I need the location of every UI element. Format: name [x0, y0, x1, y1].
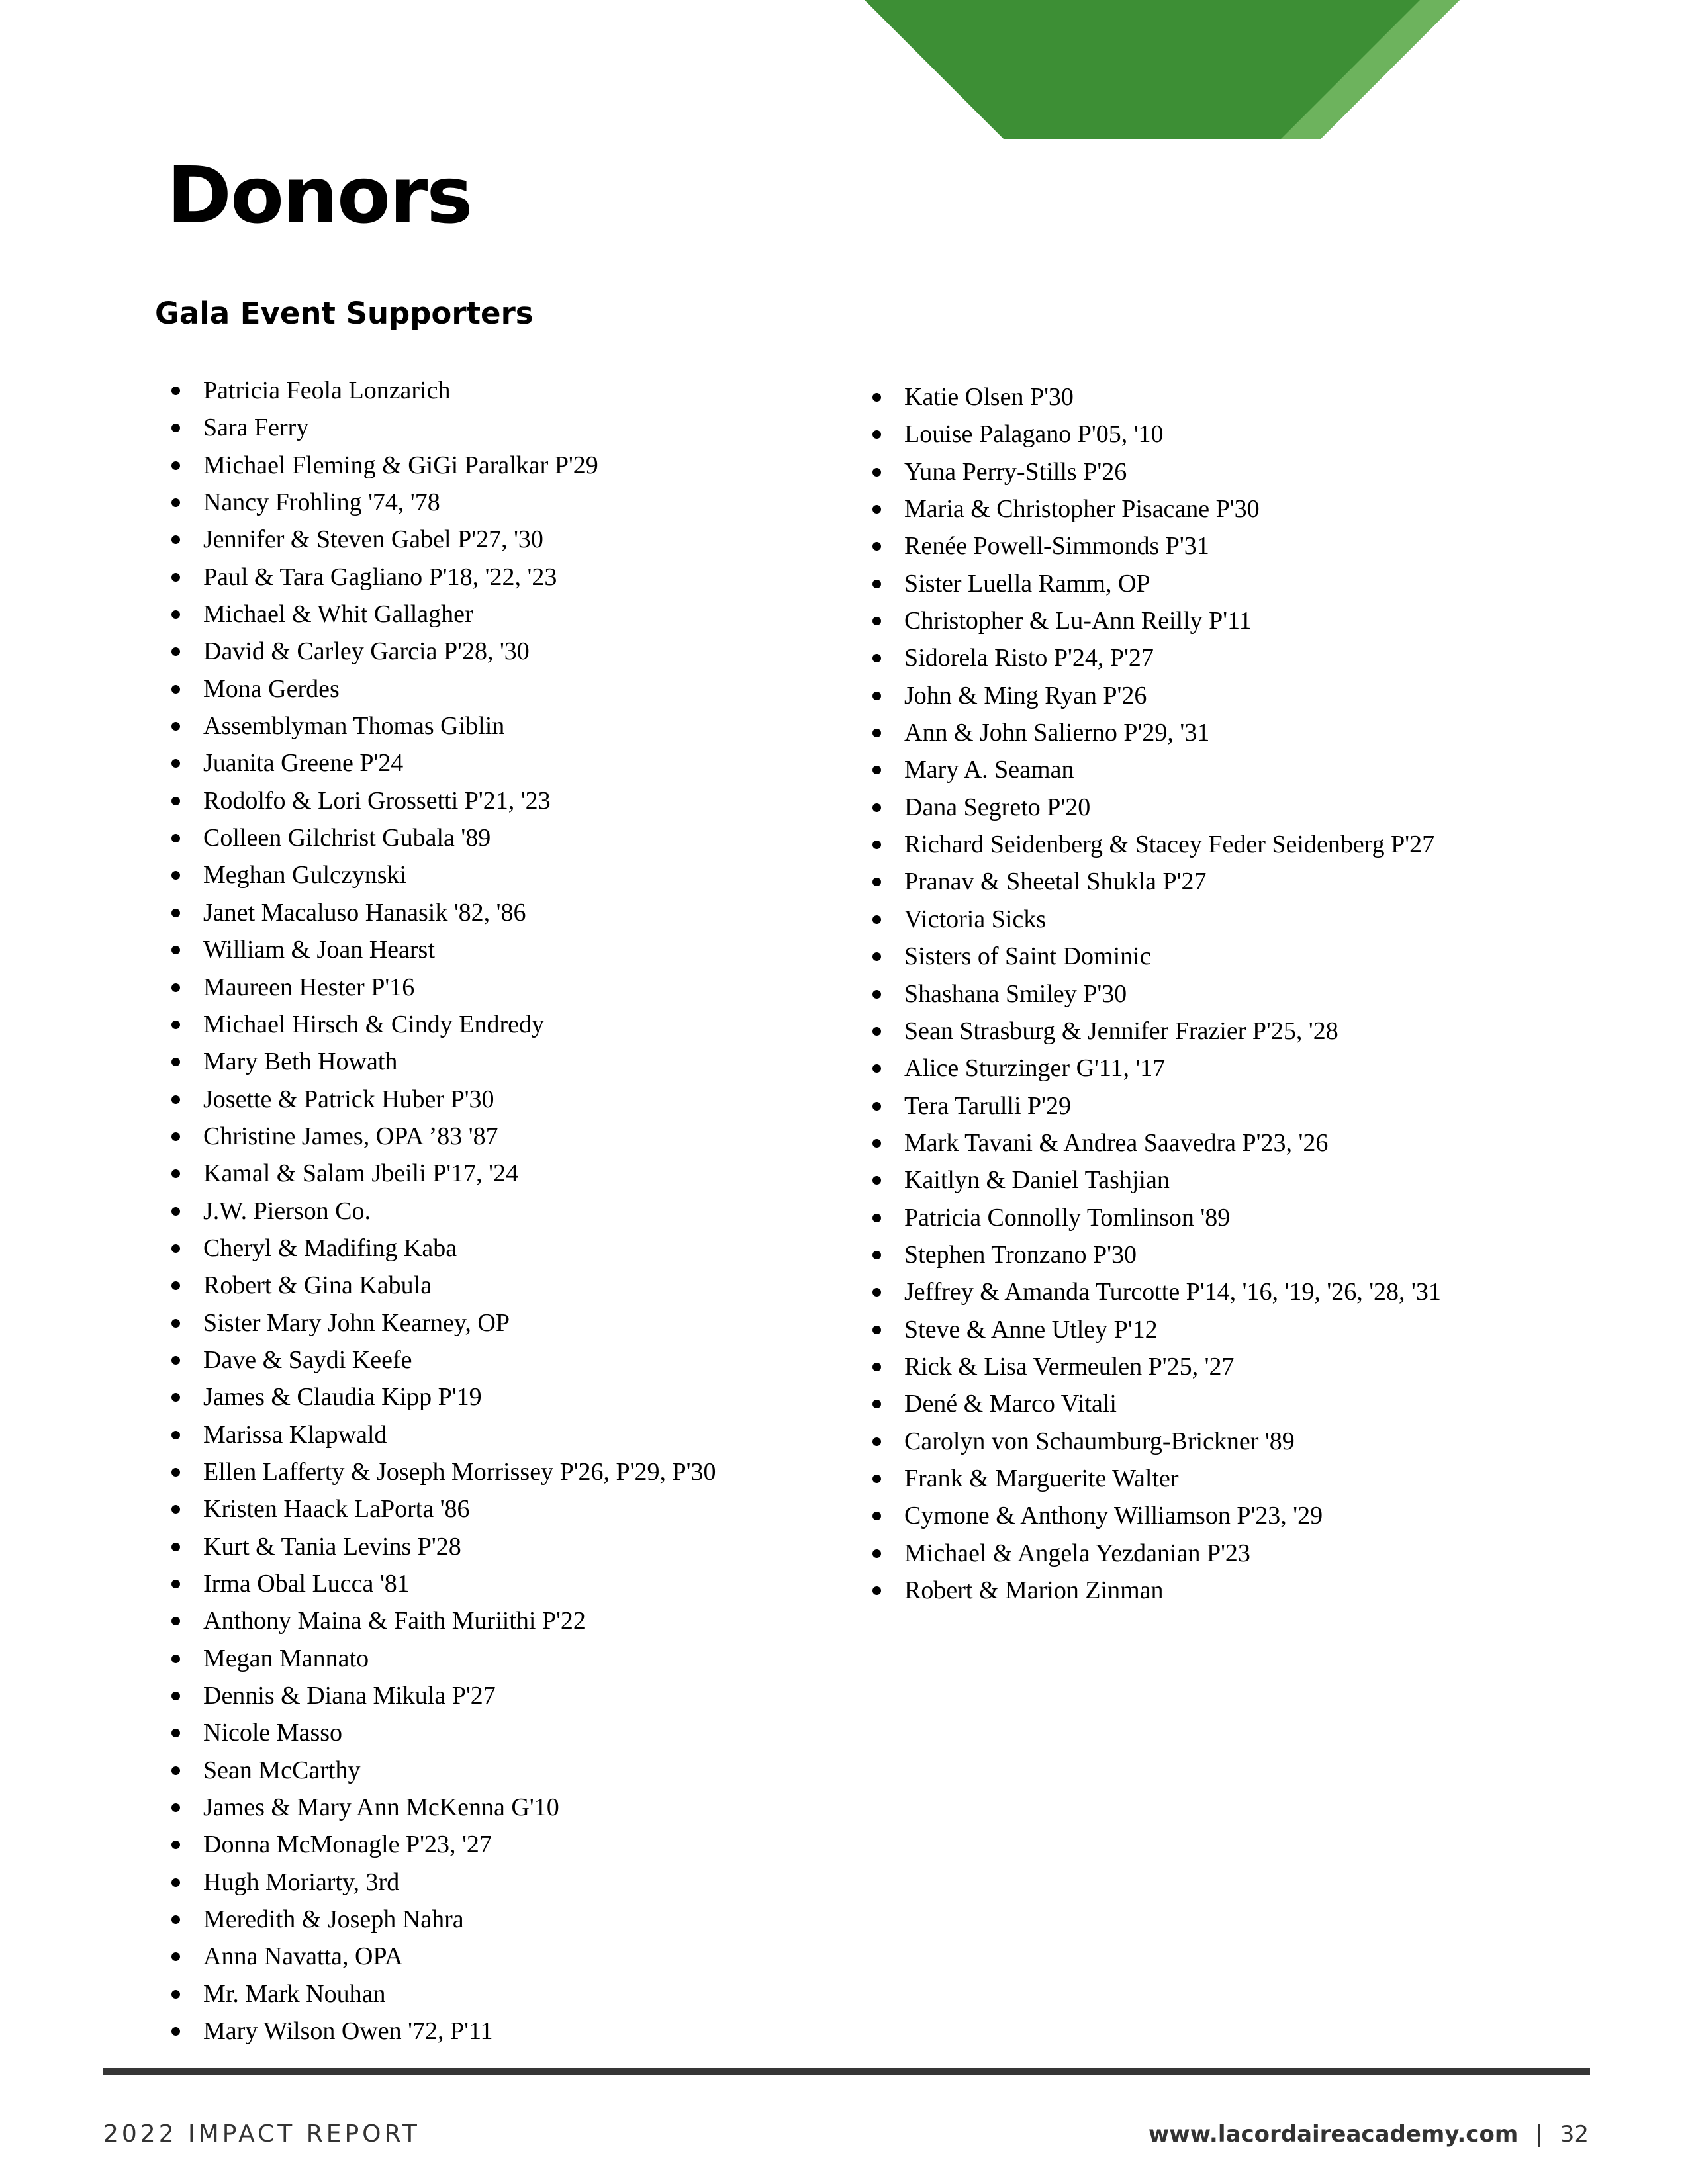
section-heading: Gala Event Supporters [155, 296, 534, 331]
donor-item: Nancy Frohling '74, '78 [166, 484, 716, 521]
donor-item: Michael & Whit Gallagher [166, 596, 716, 633]
donor-item: Mary Wilson Owen '72, P'11 [166, 2013, 716, 2050]
donor-item: Josette & Patrick Huber P'30 [166, 1081, 716, 1118]
donor-item: Janet Macaluso Hanasik '82, '86 [166, 894, 716, 931]
donor-item: Dennis & Diana Mikula P'27 [166, 1677, 716, 1714]
donor-item: Patricia Connolly Tomlinson '89 [867, 1199, 1441, 1236]
donor-item: Sister Mary John Kearney, OP [166, 1304, 716, 1342]
donor-item: Christine James, OPA ’83 '87 [166, 1118, 716, 1155]
donor-item: Kaitlyn & Daniel Tashjian [867, 1161, 1441, 1199]
donor-item: Nicole Masso [166, 1714, 716, 1751]
donor-item: Dené & Marco Vitali [867, 1385, 1441, 1422]
donor-item: Megan Mannato [166, 1640, 716, 1677]
donor-item: Anthony Maina & Faith Muriithi P'22 [166, 1602, 716, 1639]
donor-item: Meredith & Joseph Nahra [166, 1901, 716, 1938]
donor-item: Sister Luella Ramm, OP [867, 565, 1441, 602]
donor-item: Stephen Tronzano P'30 [867, 1236, 1441, 1273]
donor-item: Christopher & Lu-Ann Reilly P'11 [867, 602, 1441, 639]
donor-item: Marissa Klapwald [166, 1416, 716, 1453]
donor-item: Kamal & Salam Jbeili P'17, '24 [166, 1155, 716, 1192]
donor-item: Anna Navatta, OPA [166, 1938, 716, 1975]
footer-info [1149, 2118, 1589, 2151]
donor-item: Maureen Hester P'16 [166, 969, 716, 1006]
donor-item: Dave & Saydi Keefe [166, 1342, 716, 1379]
donor-item: Sisters of Saint Dominic [867, 938, 1441, 975]
donor-item: Alice Sturzinger G'11, '17 [867, 1050, 1441, 1087]
donor-item: Dana Segreto P'20 [867, 789, 1441, 826]
donor-item: Mark Tavani & Andrea Saavedra P'23, '26 [867, 1124, 1441, 1161]
donor-item: Sean McCarthy [166, 1752, 716, 1789]
donor-item: Michael & Angela Yezdanian P'23 [867, 1535, 1441, 1572]
footer-divider [103, 2068, 1590, 2075]
donor-item: Tera Tarulli P'29 [867, 1087, 1441, 1124]
donor-item: Sean Strasburg & Jennifer Frazier P'25, '28 [867, 1013, 1441, 1050]
donor-item: James & Claudia Kipp P'19 [166, 1379, 716, 1416]
donor-item: Mary A. Seaman [867, 751, 1441, 788]
donor-item: Meghan Gulczynski [166, 856, 716, 893]
page-number: 32 [1560, 2121, 1589, 2148]
donor-item: Robert & Gina Kabula [166, 1267, 716, 1304]
donor-item: Victoria Sicks [867, 901, 1441, 938]
donor-item: Juanita Greene P'24 [166, 745, 716, 782]
donor-item: Assemblyman Thomas Giblin [166, 707, 716, 745]
report-label: 2022 IMPACT REPORT [103, 2120, 420, 2148]
donor-item: Patricia Feola Lonzarich [166, 372, 716, 409]
donor-item: David & Carley Garcia P'28, '30 [166, 633, 716, 670]
donor-item: Ann & John Salierno P'29, '31 [867, 714, 1441, 751]
donor-item: Mr. Mark Nouhan [166, 1976, 716, 2013]
page-title: Donors [167, 150, 472, 241]
header-banner [0, 0, 1688, 146]
donor-item: Jeffrey & Amanda Turcotte P'14, '16, '19, '26, '28, '31 [867, 1273, 1441, 1310]
donor-item: Michael Hirsch & Cindy Endredy [166, 1006, 716, 1043]
donor-item: Irma Obal Lucca '81 [166, 1565, 716, 1602]
donor-item: Paul & Tara Gagliano P'18, '22, '23 [166, 559, 716, 596]
donor-item: William & Joan Hearst [166, 931, 716, 968]
website-link[interactable]: www.lacordaireacademy.com [1148, 2121, 1519, 2148]
donor-item: Rick & Lisa Vermeulen P'25, '27 [867, 1348, 1441, 1385]
donor-item: Katie Olsen P'30 [867, 379, 1441, 416]
donor-item: Richard Seidenberg & Stacey Feder Seidenberg P'27 [867, 826, 1441, 863]
donor-item: Kurt & Tania Levins P'28 [166, 1528, 716, 1565]
donor-item: Steve & Anne Utley P'12 [867, 1311, 1441, 1348]
donor-item: Pranav & Sheetal Shukla P'27 [867, 863, 1441, 900]
donor-item: Sara Ferry [166, 409, 716, 446]
donor-item: Frank & Marguerite Walter [867, 1460, 1441, 1497]
donor-item: Cheryl & Madifing Kaba [166, 1230, 716, 1267]
donor-item: Shashana Smiley P'30 [867, 976, 1441, 1013]
donor-item: Hugh Moriarty, 3rd [166, 1864, 716, 1901]
donor-item: Robert & Marion Zinman [867, 1572, 1441, 1609]
donor-item: Maria & Christopher Pisacane P'30 [867, 490, 1441, 527]
donor-item: Carolyn von Schaumburg-Brickner '89 [867, 1423, 1441, 1460]
donor-item: Mary Beth Howath [166, 1043, 716, 1080]
donor-item: John & Ming Ryan P'26 [867, 677, 1441, 714]
donor-item: Yuna Perry-Stills P'26 [867, 453, 1441, 490]
donor-item: Louise Palagano P'05, '10 [867, 416, 1441, 453]
donor-item: Cymone & Anthony Williamson P'23, '29 [867, 1497, 1441, 1534]
donor-item: Colleen Gilchrist Gubala '89 [166, 819, 716, 856]
donor-item: Rodolfo & Lori Grossetti P'21, '23 [166, 782, 716, 819]
donor-item: Ellen Lafferty & Joseph Morrissey P'26, P'29, P'30 [166, 1453, 716, 1490]
donor-item: Mona Gerdes [166, 670, 716, 707]
donor-item: Kristen Haack LaPorta '86 [166, 1490, 716, 1527]
donor-list-left [166, 372, 716, 2050]
donor-item: Michael Fleming & GiGi Paralkar P'29 [166, 447, 716, 484]
donor-item: James & Mary Ann McKenna G'10 [166, 1789, 716, 1826]
donor-list-right [867, 379, 1441, 1609]
donor-item: J.W. Pierson Co. [166, 1193, 716, 1230]
donor-item: Jennifer & Steven Gabel P'27, '30 [166, 521, 716, 558]
donor-item: Donna McMonagle P'23, '27 [166, 1826, 716, 1863]
footer-separator: | [1535, 2121, 1543, 2148]
donor-item: Sidorela Risto P'24, P'27 [867, 639, 1441, 676]
donor-item: Renée Powell-Simmonds P'31 [867, 527, 1441, 565]
